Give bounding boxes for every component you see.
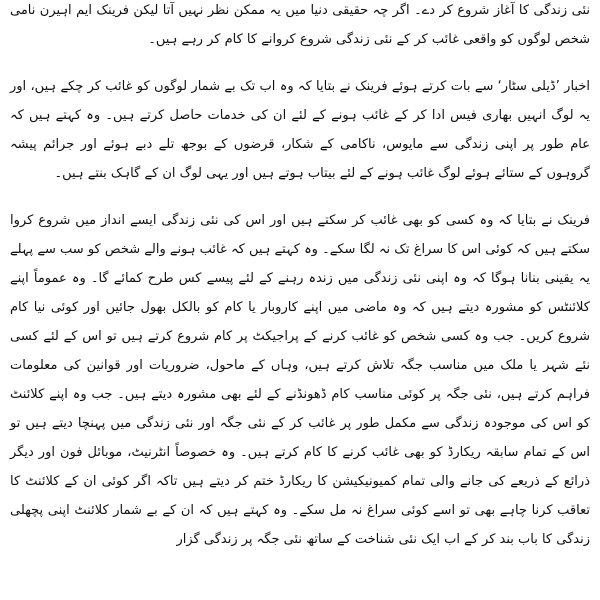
paragraph: اخبار ’ڈیلی سٹار‘ سے بات کرتے ہوئے فرینک نے بتایا کہ وہ اب تک بے شمار لوگوں کو غائب کر چکے ہیں، اور یہ لوگ انہیں بھاری فیس ادا کر کے غائب ہونے کے لئے ان کی خدمات حاصل کرتے ہیں۔ وہ کہتے ہیں کہ عام طور پر اپنی زندگی سے مایوس، ناکامی کے شکار، قرضوں کے بوجھ تلے دبے ہوئے اور جرائم پیشہ گروہوں کے ستائے ہوئے لوگ غائب ہونے کے لئے بیتاب ہوتے ہیں اور یہی لوگ ان کے گاہک بنتے ہیں۔ xyxy=(10,79,590,181)
paragraph: نئی زندگی کا آغاز شروع کر دے۔ اگر چہ حقیقی دنیا میں یہ ممکن نظر نہیں آتا لیکن فرینک ایم اہیرن نامی شخص لوگوں کو واقعی غائب کر کے نئی زندگی شروع کروانے کا کام کر رہے ہیں۔ xyxy=(10,3,590,47)
article-body xyxy=(10,0,590,572)
paragraph: فرینک نے بتایا کہ وہ کسی کو بھی غائب کر سکتے ہیں اور اس کی نئی زندگی ایسے انداز میں شروع کروا سکتے ہیں کہ کوئی اس کا سراغ تک نہ لگا سکے۔ وہ کہتے ہیں کہ غائب ہونے والے شخص کو سب سے پہلے یہ یقینی بنانا ہوگا کہ وہ اپنی نئی زندگی میں زندہ رہنے کے لئے پیسے کس طرح کمائے گا۔ وہ عموماً اپنے کلائنٹس کو مشورہ دیتے ہیں کہ وہ ماضی میں اپنے کاروبار یا کام کو بالکل بھول جائیں اور کوئی نیا کام شروع کریں۔ جب وہ کسی شخص کو غائب کرنے کے پراجیکٹ پر کام شروع کرتے ہیں تو اس کے لئے کسی نئے شہر یا ملک میں مناسب جگہ تلاش کرتے ہیں، وہاں کے ماحول، ضروریات اور قوانین کی معلومات فراہم کرتے ہیں، نئی جگہ پر کوئی مناسب کام ڈھونڈنے کے لئے بھی مشورہ دیتے ہیں۔ جب وہ اپنے کلائنٹ کو اس کی موجودہ زندگی سے مکمل طور پر غائب کر کے نئی جگہ اور نئی زندگی میں پہنچا دیتے ہیں تو اس کے تمام سابقہ ریکارڈ کو بھی غائب کرنے کا کام کرتے ہیں۔ وہ خصوصاً انٹرنیٹ، موبائل فون اور دیگر ذرائع کے ذریعے کی جانے والی تمام کمیونیکیشن کا ریکارڈ ختم کر دیتے ہیں تاکہ اگر کوئی ان کے کلائنٹ کا تعاقب کرنا چاہے بھی تو اسے کوئی سراغ نہ مل سکے۔ وہ کہتے ہیں کہ ان کے بے شمار کلائنٹ اپنی پچھلی زندگی کا باب بند کر کے اب ایک نئی شناخت کے ساتھ نئی جگہ پر زندگی گزار xyxy=(10,213,590,547)
